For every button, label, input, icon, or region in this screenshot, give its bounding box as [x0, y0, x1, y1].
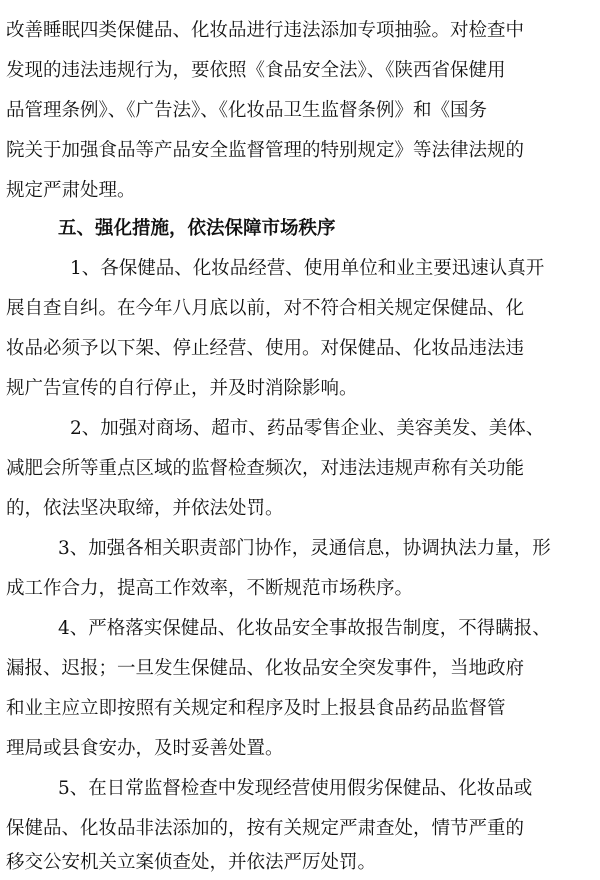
text-line-8: 展自查自纠。在今年八月底以前，对不符合相关规定保健品、化 — [6, 298, 525, 319]
text-line-5: 规定严肃处理。 — [6, 180, 136, 201]
text-line-3: 品管理条例》、《广告法》、《化妆品卫生监督条例》和《国务 — [6, 100, 488, 121]
text-line-10: 规广告宣传的自行停止，并及时消除影响。 — [6, 378, 358, 399]
text-line-1: 改善睡眠四类保健品、化妆品进行违法添加专项抽验。对检查中 — [6, 20, 525, 41]
text-line-11: 2、加强对商场、超市、药品零售企业、美容美发、美体、 — [70, 418, 545, 439]
text-line-12: 减肥会所等重点区域的监督检查频次，对违法违规声称有关功能 — [6, 458, 525, 479]
text-line-9: 妆品必须予以下架、停止经营、使用。对保健品、化妆品违法违 — [6, 338, 525, 359]
text-line-7: 1、各保健品、化妆品经营、使用单位和业主要迅速认真开 — [70, 258, 545, 279]
text-line-19: 理局或县食安办，及时妥善处置。 — [6, 738, 284, 759]
text-line-14: 3、加强各相关职责部门协作，灵通信息，协调执法力量，形 — [58, 538, 551, 559]
text-line-15: 成工作合力，提高工作效率，不断规范市场秩序。 — [6, 578, 414, 599]
text-line-13: 的，依法坚决取缔，并依法处罚。 — [6, 498, 284, 519]
text-line-16: 4、严格落实保健品、化妆品安全事故报告制度，不得瞒报、 — [58, 618, 551, 639]
text-line-17: 漏报、迟报；一旦发生保健品、化妆品安全突发事件，当地政府 — [6, 658, 525, 679]
text-line-18: 和业主应立即按照有关规定和程序及时上报县食品药品监督管 — [6, 698, 506, 719]
text-line-2: 发现的违法违规行为，要依照《食品安全法》、《陕西省保健用 — [6, 60, 506, 81]
text-line-20: 5、在日常监督检查中发现经营使用假劣保健品、化妆品或 — [58, 778, 533, 799]
text-line-4: 院关于加强食品等产品安全监督管理的特别规定》等法律法规的 — [6, 140, 525, 161]
text-line-22: 移交公安机关立案侦查处，并依法严厉处罚。 — [6, 852, 377, 873]
text-line-21: 保健品、化妆品非法添加的，按有关规定严肃查处，情节严重的 — [6, 818, 525, 839]
section-heading: 五、强化措施，依法保障市场秩序 — [58, 218, 336, 239]
